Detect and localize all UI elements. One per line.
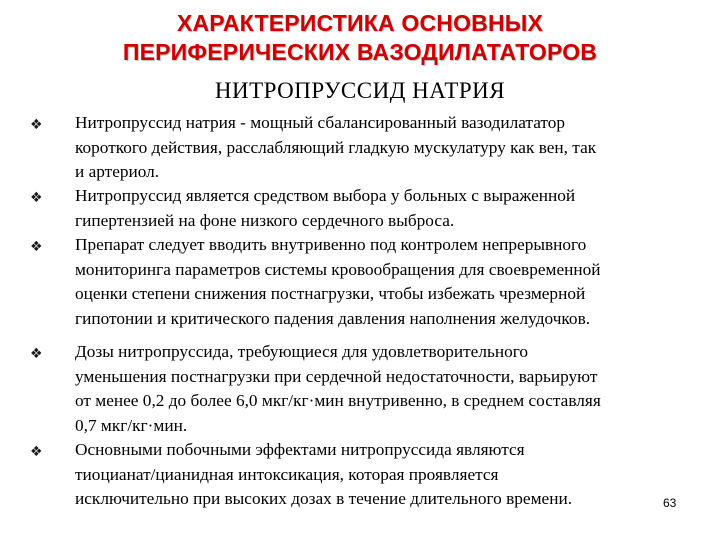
bullet-line: исключительно при высоких дозах в течение длительного времени. <box>75 489 573 508</box>
bullet-text <box>75 233 691 331</box>
slide-subtitle: НИТРОПРУССИД НАТРИЯ <box>214 78 506 103</box>
bullet-line: и артериол. <box>75 162 160 181</box>
bullet-text <box>75 111 691 185</box>
slide-title-line-1: ХАРАКТЕРИСТИКА ОСНОВНЫХ <box>176 10 544 36</box>
slide-title-line-2: ПЕРИФЕРИЧЕСКИХ ВАЗОДИЛАТАТОРОВ <box>122 39 598 65</box>
bullet-line: Нитропруссид натрия - мощный сбалансированный вазодилататор <box>75 113 566 132</box>
bullet-line: короткого действия, расслабляющий гладкую мускулатуру как вен, так <box>75 137 597 157</box>
diamond-clover-bullet-icon: ❖ <box>30 190 43 206</box>
bullet-line: Основными побочными эффектами нитропруссида являются <box>75 440 525 459</box>
bullet-line: гипертензией на фоне низкого сердечного выброса. <box>75 210 455 230</box>
bullet-text <box>75 340 691 438</box>
diamond-clover-bullet-icon: ❖ <box>30 346 43 362</box>
bullet-line: Препарат следует вводить внутривенно под контролем непрерывного <box>75 235 587 254</box>
bullet-line: гипотонии и критического падения давления наполнения желудочков. <box>75 308 591 328</box>
page-number: 63 <box>663 496 677 510</box>
diamond-clover-bullet-icon: ❖ <box>30 444 43 460</box>
diamond-clover-bullet-icon: ❖ <box>30 117 43 133</box>
bullet-line: Нитропруссид является средством выбора у больных с выраженной <box>75 186 576 205</box>
bullet-line: 0,7 мкг/кг·мин. <box>75 415 188 435</box>
bullet-line: от менее 0,2 до более 6,0 мкг/кг·мин внутривенно, в среднем составляя <box>75 391 601 410</box>
diamond-clover-bullet-icon: ❖ <box>30 239 43 255</box>
bullet-line: Дозы нитропруссида, требующиеся для удовлетворительного <box>75 342 529 361</box>
bullet-line: тиоцианат/цианидная интоксикация, которая проявляется <box>75 464 499 484</box>
bullet-text <box>75 438 691 512</box>
bullet-text <box>75 184 691 233</box>
bullet-line: мониторинга параметров системы кровообращения для своевременной <box>75 259 601 279</box>
bullet-line: оценки степени снижения постнагрузки, чтобы избежать чрезмерной <box>75 284 586 303</box>
bullet-line: уменьшения постнагрузки при сердечной недостаточности, варьируют <box>75 366 598 386</box>
